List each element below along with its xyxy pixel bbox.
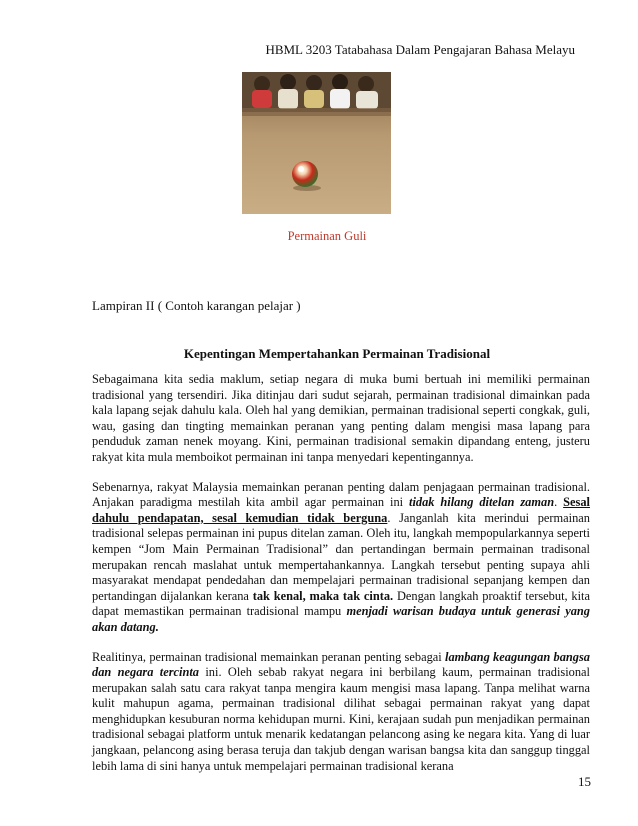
page-number: 15 (578, 774, 591, 789)
marbles-photo (242, 72, 391, 214)
essay-body (92, 372, 590, 788)
paragraph-text: . (554, 495, 564, 510)
paragraph-3 (92, 650, 590, 775)
emphasis: lambang keagungan bangsa dan negara tercinta (92, 649, 590, 680)
emphasis: menjadi warisan budaya untuk generasi yang akan datang. (92, 604, 591, 634)
essay-title: Kepentingan Mempertahankan Permainan Tradisional (183, 346, 491, 361)
paragraph-1 (92, 372, 590, 466)
emphasis: Sesal dahulu pendapatan, sesal kemudian tidak berguna (92, 495, 590, 525)
paragraph-text: Dengan langkah proaktif tersebut, kita dapat memastikan permainan tradisional mampu (92, 588, 590, 619)
paragraph-text: Sebenarnya, rakyat Malaysia memainkan peranan penting dalam penjagaan permainan tradisional. Anjakan paradigma mestilah kita ambil agar permainan ini (92, 479, 590, 510)
paragraph-text: Sebagaimana kita sedia maklum, setiap negara di muka bumi bertuah ini memiliki permainan tradisional yang tersendiri. Jika ditinjau dari sudut sejarah, permainan tradisional dimainkan pada kala lapang sejak dahulu kala. Oleh hal yang demikian, permainan tradisional seperti congkak, guli, wau, gasing dan tingting memainkan peranan yang penting dalam mengisi masa lapang para penduduk zaman nenek moyang. Kini, permainan tradisional semakin dipandang enteng, justeru rakyat kita mula memboikot permainan ini tanpa menyedari kepentingannya. (92, 372, 590, 464)
paragraph-2 (92, 480, 590, 636)
running-header: HBML 3203 Tatabahasa Dalam Pengajaran Bahasa Melayu (265, 42, 575, 57)
emphasis: tak kenal, maka tak cinta. (252, 588, 394, 603)
appendix-label: Lampiran II ( Contoh karangan pelajar ) (92, 298, 301, 313)
paragraph-text: ini. Oleh sebab rakyat negara ini berbilang kaum, permainan tradisional merupakan salah satu cara rakyat tanpa mengira kaum mengisi masa lapang. Tanpa melihat warna kulit mahupun agama, permainan tradisional dilihat sebagai permainan rakyat yang dapat menghidupkan kesuburan norma kehidupan murni. Kini, kerajaan sudah pun menjadikan permainan tradisional sebagai platform untuk menarik kedatangan pelancong asing ke negara kita. Yang di luar jangkaan, pelancong asing berasa teruja dan takjub dengan warisan bangsa kita dan sanggup tinggal lebih lama di sini hanya untuk mempelajari permainan tradisional kerana (92, 665, 590, 773)
emphasis: tidak hilang ditelan zaman (409, 495, 555, 510)
paragraph-text: . Janganlah kita merindui permainan tradisional selepas permainan ini pupus ditelan zaman. Oleh itu, langkah mempopularkannya seperti kempen “Jom Main Permainan Tradisional” dan pertandingan bermain permainan tradisonal merupakan rencah maslahat untuk mempertahankannya. Langkah tersebut penting supaya ahli masyarakat mendapat pendedahan dan mempelajari permainan tradisional sepanjang kempen dan pertandingan dijalankan kerana (92, 510, 591, 603)
paragraph-text: Realitinya, permainan tradisional memainkan peranan penting sebagai (92, 649, 446, 664)
figure-caption: Permainan Guli (287, 229, 367, 243)
